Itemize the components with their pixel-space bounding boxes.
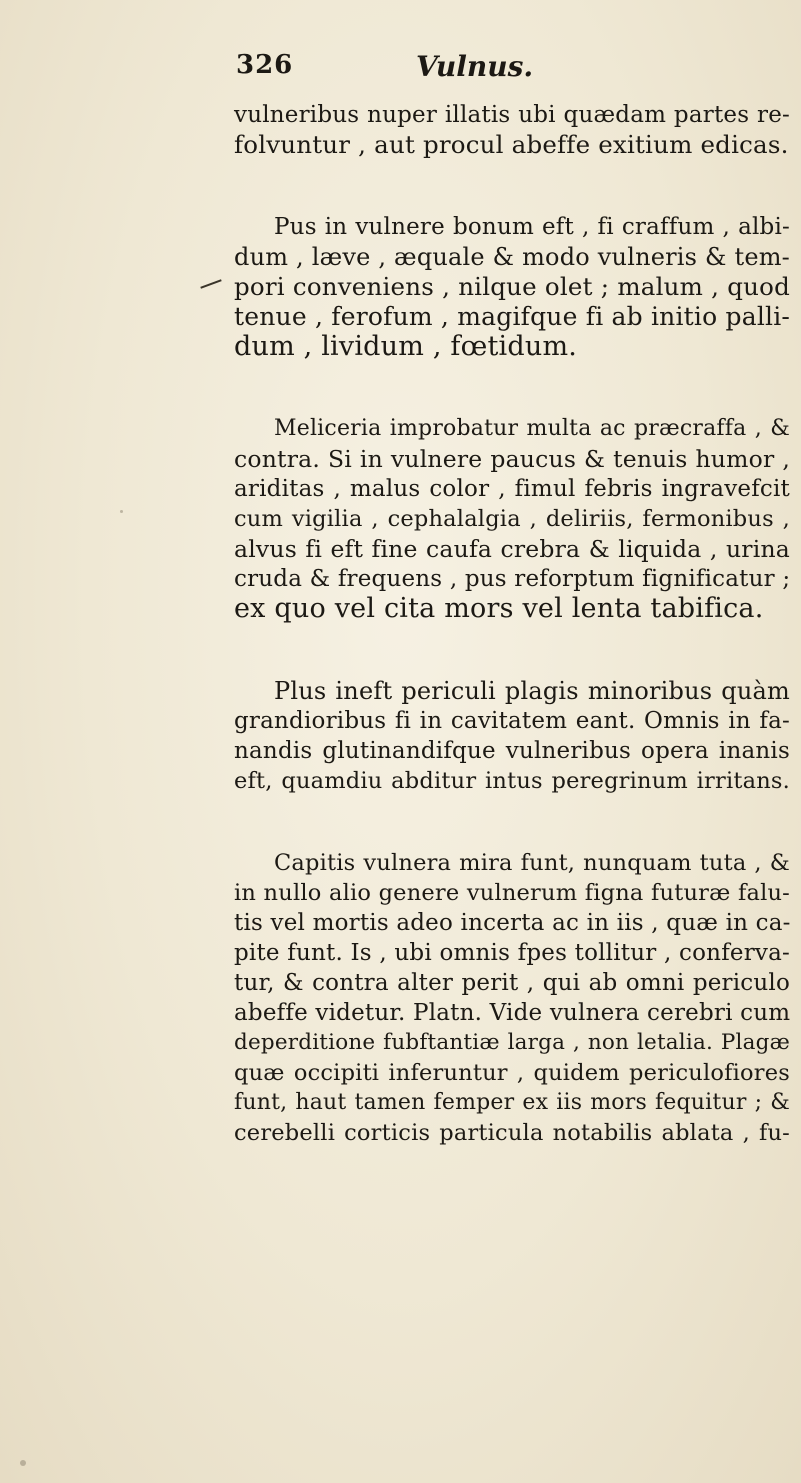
text-line: pite funt. Is , ubi omnis fpes tollitur , conferva-	[234, 940, 790, 966]
text-line: eft, quamdiu abditur intus peregrinum irritans.	[234, 768, 790, 794]
text-line: Pus in vulnere bonum eft , fi craffum , albi-	[274, 214, 790, 240]
text-line: Plus ineft periculi plagis minoribus quàm	[274, 677, 790, 705]
paragraph-2	[234, 212, 790, 362]
page-number: 326	[236, 50, 294, 80]
text-line: Meliceria improbatur multa ac præcraffa , &	[274, 416, 790, 441]
text-line: dum , lividum , fœtidum.	[234, 331, 578, 362]
scan-speck	[120, 510, 123, 513]
text-line: tur, & contra alter perit , qui ab omni periculo	[234, 970, 790, 996]
text-line: dum , læve , æquale & modo vulneris & tem-	[234, 243, 790, 271]
margin-mark	[200, 279, 221, 288]
text-line: cerebelli corticis particula notabilis ablata , fu-	[234, 1120, 790, 1146]
paragraph-4	[234, 676, 790, 796]
scan-speck	[20, 1460, 26, 1466]
text-line: tis vel mortis adeo incerta ac in iis , quæ in ca-	[234, 910, 791, 936]
text-line: funt, haut tamen femper ex iis mors fequitur ; &	[234, 1090, 790, 1115]
paragraph-3	[234, 414, 790, 624]
text-line: nandis glutinandifque vulneribus opera inanis	[234, 738, 790, 764]
text-line: quæ occipiti inferuntur , quidem periculofiores	[234, 1060, 790, 1086]
page-header	[236, 50, 716, 90]
text-line: cruda & frequens , pus reforptum fignificatur ;	[234, 566, 791, 592]
paragraph-1	[234, 100, 790, 160]
text-line: folvuntur , aut procul abeffe exitium edicas.	[234, 130, 789, 159]
text-line: grandioribus fi in cavitatem eant. Omnis in fa-	[234, 708, 790, 734]
text-line: tenue , ferofum , magifque fi ab initio palli-	[234, 302, 791, 331]
text-line: Capitis vulnera mira funt, nunquam tuta , &	[274, 850, 790, 876]
text-line: deperditione fubftantiæ larga , non letalia. Plagæ	[234, 1030, 790, 1055]
text-line: in nullo alio genere vulnerum figna futuræ falu-	[234, 880, 790, 906]
text-line: pori conveniens , nilque olet ; malum , quod	[234, 272, 790, 301]
body-text	[234, 94, 790, 1148]
text-line: ariditas , malus color , fimul febris ingravefcit	[234, 476, 790, 502]
text-line: ex quo vel cita mors vel lenta tabifica.	[234, 593, 764, 624]
text-line: vulneribus nuper illatis ubi quædam partes re-	[234, 102, 790, 128]
text-line: abeffe videtur. Platn. Vide vulnera cerebri cum	[234, 1000, 791, 1026]
text-line: alvus fi eft fine caufa crebra & liquida , urina	[234, 535, 790, 563]
text-line: contra. Si in vulnere paucus & tenuis humor ,	[234, 445, 790, 473]
running-head: Vulnus.	[416, 50, 534, 83]
text-line: cum vigilia , cephalalgia , deliriis, fermonibus ,	[234, 506, 790, 532]
paragraph-5	[234, 848, 790, 1148]
